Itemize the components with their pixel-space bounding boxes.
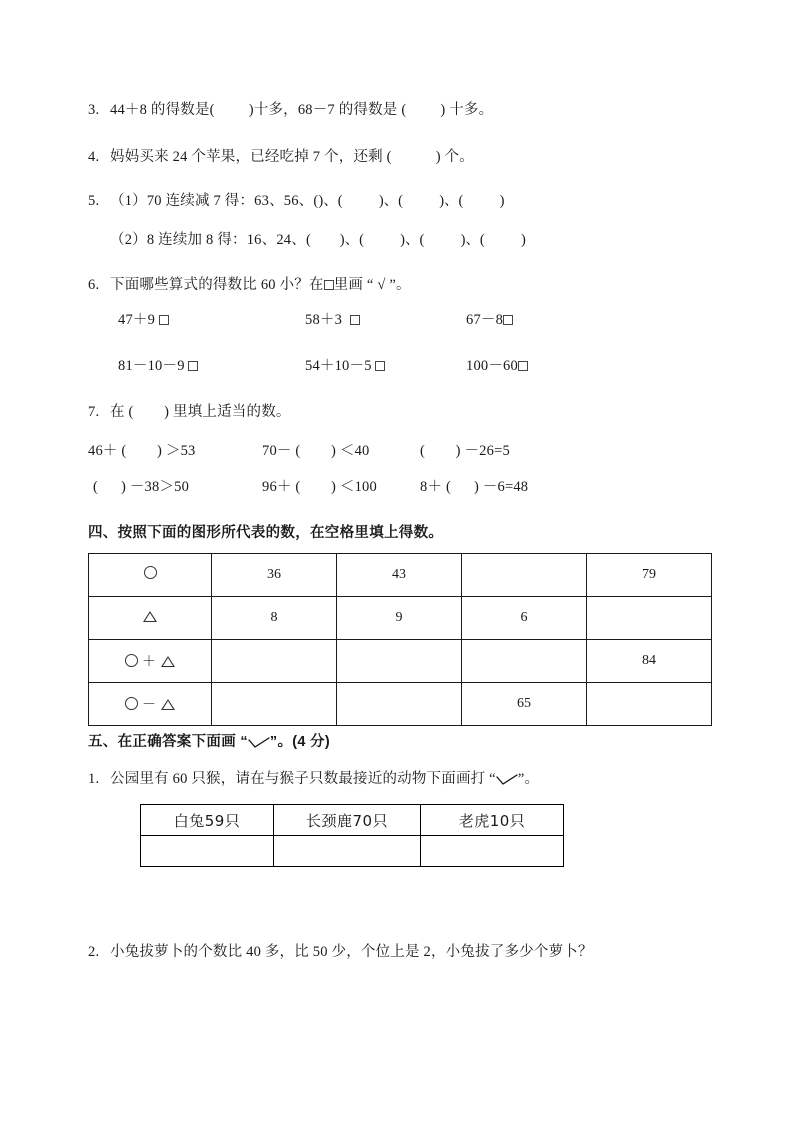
question-5-part1-blanks: )、( )、( )、( ) (318, 193, 505, 209)
cell-triangle-3[interactable]: 6 (462, 597, 587, 640)
section-five-heading (88, 733, 330, 751)
cell-circle-1[interactable]: 36 (212, 554, 337, 597)
question-6-expr-4 (118, 357, 198, 375)
question-4-text-a: 妈妈买来 24 个苹果，已经吃掉 7 个，还剩 ( (110, 149, 392, 165)
cell-diff-2[interactable] (337, 683, 462, 726)
question-7-expr-1: 46＋ ( ) ＞53 (88, 443, 196, 459)
question-6-expr-6-text: 100－60 (466, 358, 518, 374)
section-five-question-1 (88, 770, 539, 788)
question-3 (88, 101, 493, 119)
circle-icon (144, 566, 157, 579)
row-label-sum (89, 640, 212, 683)
section-five-heading-b: ”。(4 分) (269, 734, 330, 750)
checkmark-icon (496, 774, 518, 786)
question-5-part2-label: （2）8 连续加 8 得：16、24、 (110, 232, 306, 248)
animal-answer-giraffe[interactable] (274, 836, 421, 867)
question-6-prompt-b: 里画 “ √ ”。 (333, 277, 411, 293)
question-6-expr-3-text: 67－8 (466, 312, 504, 328)
question-3-text-b: )十多，68－7 的得数是 ( (248, 102, 407, 118)
section-five-q1-text-b: ”。 (517, 771, 540, 787)
question-6-expr-1-text: 47＋9 (118, 312, 156, 328)
section-five-question-2 (88, 943, 593, 961)
row-label-triangle (89, 597, 212, 640)
question-5-part1-label: （1）70 连续减 7 得：63、56、( (110, 193, 319, 209)
table-row (141, 836, 564, 867)
cell-sum-2[interactable] (337, 640, 462, 683)
circle-icon (125, 654, 138, 667)
checkmark-icon (248, 737, 270, 749)
question-4 (88, 148, 474, 166)
shape-value-table (88, 553, 712, 726)
cell-sum-3[interactable] (462, 640, 587, 683)
question-7-expr-3: ( ) －26=5 (420, 443, 510, 459)
animal-option-tiger[interactable]: 老虎10只 (421, 805, 564, 836)
question-7-prompt-text: 在 ( ) 里填上适当的数。 (110, 404, 291, 420)
question-6-expr-4-text: 81－10－9 (118, 358, 185, 374)
row-label-difference (89, 683, 212, 726)
question-6-expr-2-text: 58＋3 (305, 312, 343, 328)
cell-triangle-4[interactable] (587, 597, 712, 640)
triangle-icon (143, 611, 157, 622)
answer-box-icon[interactable] (503, 315, 513, 325)
cell-sum-4[interactable]: 84 (587, 640, 712, 683)
section-five-heading-a: 五、在正确答案下面画 “ (88, 734, 248, 750)
question-6-expr-2 (305, 311, 360, 329)
section-five-q2-number: 2. (88, 944, 100, 960)
circle-icon (125, 697, 138, 710)
question-6-prompt (88, 276, 411, 294)
question-6-expr-5 (305, 357, 385, 375)
question-7-prompt (88, 403, 291, 421)
answer-box-icon[interactable] (375, 361, 385, 371)
question-3-text-c: ) 十多。 (440, 102, 494, 118)
section-four-heading: 四、按照下面的图形所代表的数，在空格里填上得数。 (88, 525, 444, 541)
section-five-q1-text-a: 公园里有 60 只猴，请在与猴子只数最接近的动物下面画打 “ (110, 771, 496, 787)
question-3-text-a: 44＋8 的得数是( (110, 102, 215, 118)
minus-icon: － (142, 697, 157, 713)
animal-answer-tiger[interactable] (421, 836, 564, 867)
question-7-number: 7. (88, 404, 100, 420)
question-5-part-2 (110, 231, 526, 249)
cell-circle-3[interactable] (462, 554, 587, 597)
table-row (89, 683, 712, 726)
plus-icon: ＋ (142, 654, 157, 670)
table-row (89, 640, 712, 683)
question-6-expr-5-text: 54＋10－5 (305, 358, 372, 374)
question-6-expr-1 (118, 311, 169, 329)
animal-option-giraffe[interactable]: 长颈鹿70只 (274, 805, 421, 836)
table-row (141, 805, 564, 836)
triangle-icon (161, 656, 175, 667)
cell-diff-3[interactable]: 65 (462, 683, 587, 726)
row-label-circle (89, 554, 212, 597)
cell-diff-1[interactable] (212, 683, 337, 726)
cell-diff-4[interactable] (587, 683, 712, 726)
question-6-expr-3 (466, 311, 513, 329)
question-5-part2-blanks: ( )、( )、( )、( ) (305, 232, 526, 248)
animal-answer-rabbit[interactable] (141, 836, 274, 867)
cell-triangle-2[interactable]: 9 (337, 597, 462, 640)
question-6-expr-6 (466, 357, 528, 375)
question-7-expr-6: 8＋ ( ) －6=48 (420, 479, 529, 495)
question-6-number: 6. (88, 277, 100, 293)
section-five-q1-number: 1. (88, 771, 100, 787)
question-4-text-b: ) 个。 (435, 149, 474, 165)
question-6-prompt-a: 下面哪些算式的得数比 60 小？在 (110, 277, 324, 293)
cell-sum-1[interactable] (212, 640, 337, 683)
cell-circle-2[interactable]: 43 (337, 554, 462, 597)
answer-box-icon[interactable] (518, 361, 528, 371)
cell-triangle-1[interactable]: 8 (212, 597, 337, 640)
question-7-expr-4: ( ) －38＞50 (93, 479, 190, 495)
question-5-part-1 (88, 192, 504, 210)
question-7-expr-5: 96＋ ( ) ＜100 (262, 479, 377, 495)
animal-choice-table (140, 804, 564, 867)
answer-box-icon (324, 280, 334, 290)
answer-box-icon[interactable] (159, 315, 169, 325)
cell-circle-4[interactable]: 79 (587, 554, 712, 597)
question-3-number: 3. (88, 102, 100, 118)
table-row (89, 597, 712, 640)
table-row (89, 554, 712, 597)
answer-box-icon[interactable] (350, 315, 360, 325)
section-five-q2-text: 小兔拔萝卜的个数比 40 多，比 50 少，个位上是 2，小兔拔了多少个萝卜？ (110, 944, 593, 960)
answer-box-icon[interactable] (188, 361, 198, 371)
question-5-number: 5. (88, 193, 100, 209)
question-4-number: 4. (88, 149, 100, 165)
animal-option-rabbit[interactable]: 白兔59只 (141, 805, 274, 836)
question-7-expr-2: 70－ ( ) ＜40 (262, 443, 370, 459)
triangle-icon (161, 699, 175, 710)
